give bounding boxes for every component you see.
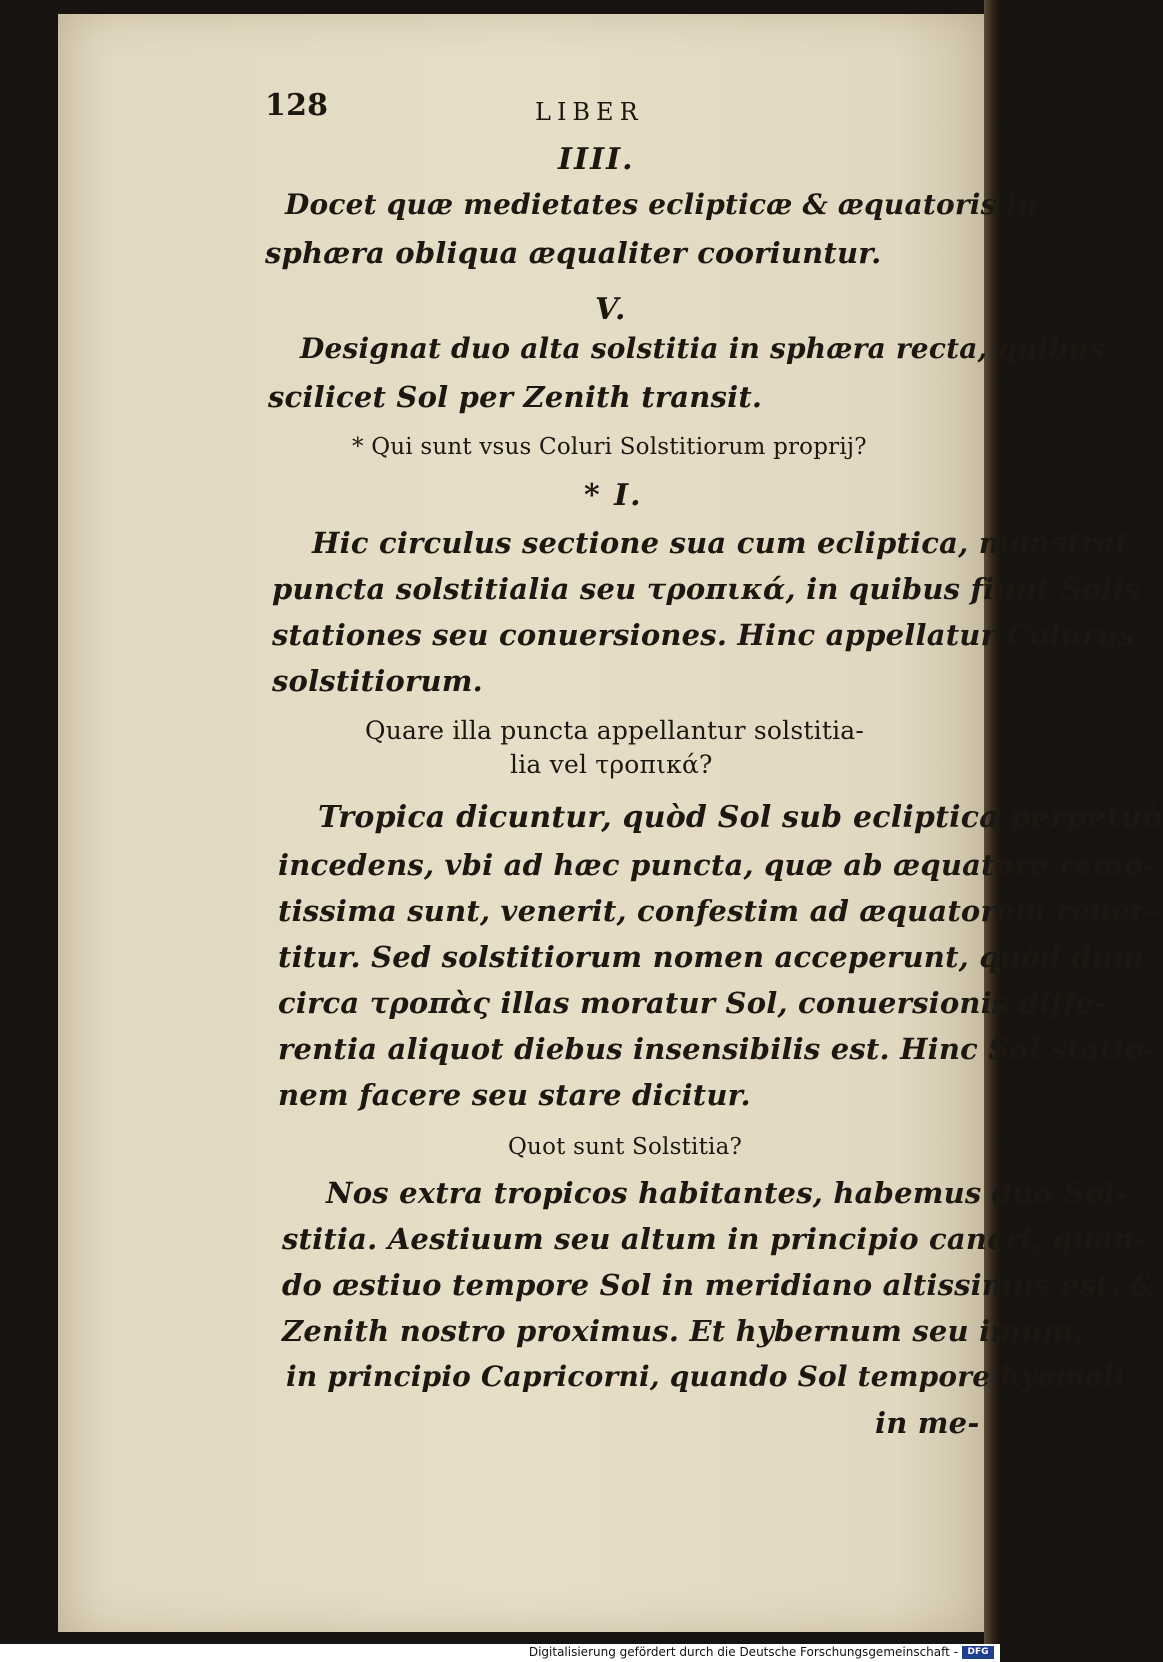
text-line: nem facere seu stare dicitur. [278, 1078, 751, 1112]
section-number: * I. [584, 478, 643, 513]
text-line: do æstiuo tempore Sol in meridiano altissimus est, & [282, 1268, 1157, 1302]
text-line: solstitiorum. [272, 664, 483, 698]
question-heading: Quot sunt Solstitia? [508, 1134, 743, 1160]
text-line: in principio Capricorni, quando Sol tempore hyemali [286, 1360, 1126, 1393]
text-line: Docet quæ medietates eclipticæ & æquatoris in [285, 188, 1038, 221]
section-number: IIII. [558, 142, 635, 177]
text-line: incedens, vbi ad hæc puncta, quæ ab æquatore remo- [278, 848, 1156, 882]
text-line: sphæra obliqua æqualiter cooriuntur. [265, 236, 882, 270]
footer-bar [0, 1644, 1000, 1662]
text-line: stitia. Aestiuum seu altum in principio cancri, quan- [282, 1222, 1147, 1256]
text-line: in me- [875, 1406, 980, 1440]
text-line: scilicet Sol per Zenith transit. [268, 380, 763, 414]
text-line: Designat duo alta solstitia in sphæra recta, quibus [300, 332, 1105, 365]
text-line: circa τροπὰς illas moratur Sol, conuersionis diffe- [278, 986, 1107, 1020]
text-line: puncta solstitialia seu τροπικά, in quibus fiunt Solis [272, 572, 1141, 606]
question-heading: * Qui sunt vsus Coluri Solstitiorum proprij? [352, 434, 867, 460]
text-line: Tropica dicuntur, quòd Sol sub ecliptica perpetuò [318, 800, 1163, 835]
text-line: Zenith nostro proximus. Et hybernum seu imum, [282, 1314, 1084, 1348]
section-number: V. [595, 292, 628, 327]
question-heading: lia vel τροπικά? [510, 750, 713, 779]
text-line: stationes seu conuersiones. Hinc appellatur Colurus [272, 618, 1135, 652]
dfg-logo: DFG [962, 1646, 994, 1659]
text-line: titur. Sed solstitiorum nomen acceperunt, quòd dum [278, 940, 1144, 974]
text-line: Nos extra tropicos habitantes, habemus duo Sol- [326, 1176, 1128, 1210]
text-line: tissima sunt, venerit, confestim ad æquatorem reuer- [278, 894, 1158, 928]
text-line: rentia aliquot diebus insensibilis est. Hinc Sol statio- [278, 1032, 1157, 1066]
running-title: LIBER [535, 98, 644, 126]
page-number: 128 [265, 88, 329, 123]
text-line: Hic circulus sectione sua cum ecliptica, monstrat [312, 526, 1129, 560]
funding-credit: Digitalisierung gefördert durch die Deutsche Forschungsgemeinschaft - [528, 1645, 958, 1659]
question-heading: Quare illa puncta appellantur solstitia- [365, 716, 865, 745]
